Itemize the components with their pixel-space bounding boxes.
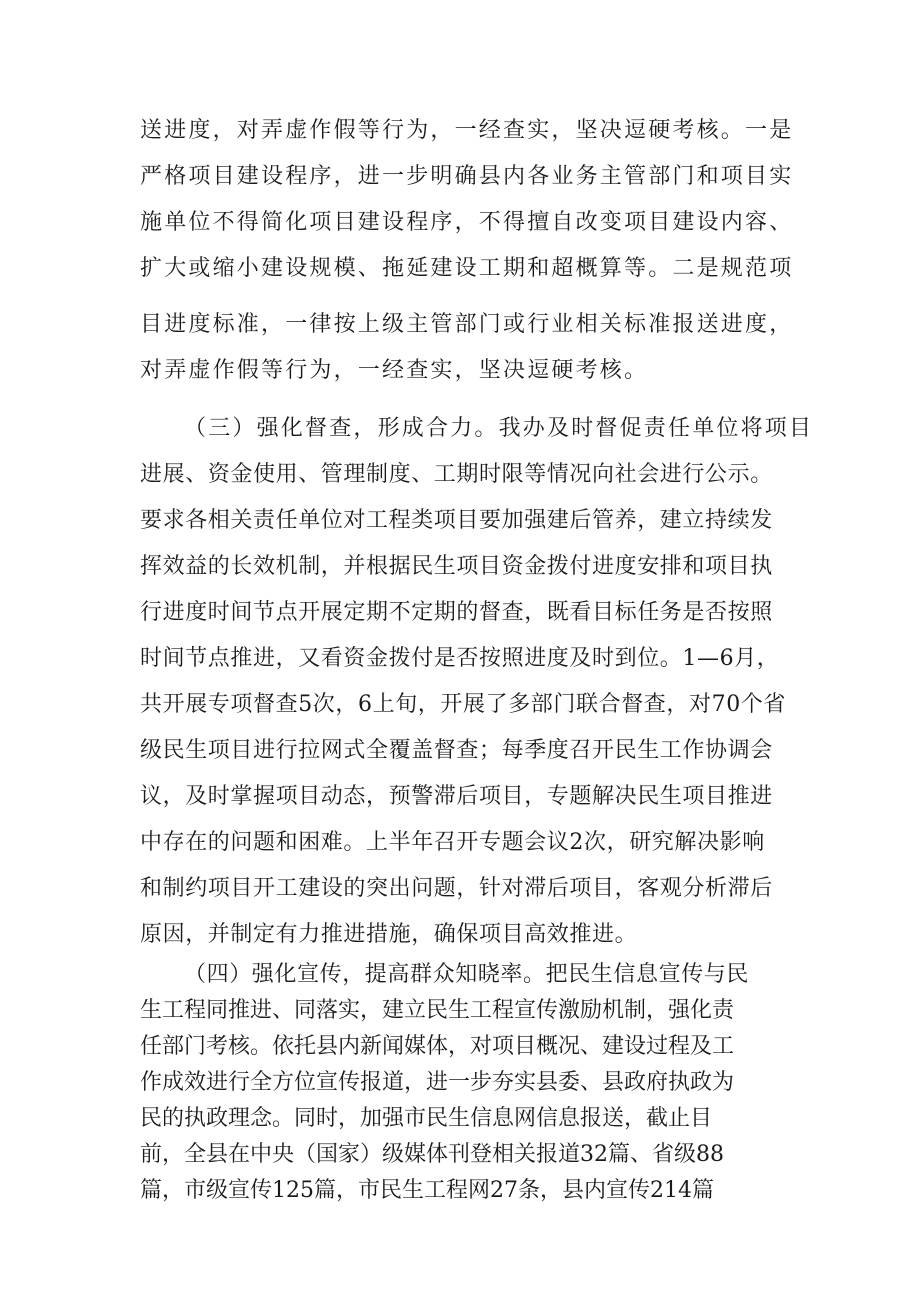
text-line: 议，及时掌握项目动态，预警滞后项目，专题解决民生项目推进 — [140, 784, 773, 809]
text-line: 生工程同推进、同落实，建立民生工程宣传激励机制，强化责 — [140, 998, 735, 1023]
text-line: 民的执政理念。同时，加强市民生信息网信息报送，截止目 — [140, 1106, 713, 1131]
text-line: 前，全县在中央（国家）级媒体刊登相关报道32篇、省级88 — [140, 1142, 724, 1167]
text-line: （三）强化督查，形成合力。我办及时督促责任单位将项目 — [184, 416, 814, 441]
text-line: 共开展专项督查5次，6上旬，开展了多部门联合督查，对70个省 — [140, 692, 786, 717]
text-line: 送进度，对弄虚作假等行为，一经查实，坚决逗硬考核。一是 — [140, 118, 794, 143]
text-line: 原因，并制定有力推进措施，确保项目高效推进。 — [140, 922, 638, 947]
text-line: 级民生项目进行拉网式全覆盖督查；每季度召开民生工作协调会 — [140, 738, 773, 763]
text-line: 篇，市级宣传125篇，市民生工程网27条，县内宣传214篇 — [140, 1178, 714, 1203]
text-line: 进展、资金使用、管理制度、工期时限等情况向社会进行公示。 — [140, 462, 773, 487]
text-line: 任部门考核。依托县内新闻媒体，对项目概况、建设过程及工 — [140, 1034, 735, 1059]
text-line: 时间节点推进，又看资金拨付是否按照进度及时到位。1—6月， — [140, 646, 780, 671]
text-line: 行进度时间节点开展定期不定期的督查，既看目标任务是否按照 — [140, 600, 773, 625]
text-line: 对弄虚作假等行为，一经查实，坚决逗硬考核。 — [140, 358, 649, 383]
text-line: 施单位不得简化项目建设程序，不得擅自改变项目建设内容、 — [140, 210, 794, 235]
text-line: 中存在的问题和困难。上半年召开专题会议2次，研究解决影响 — [140, 830, 765, 855]
text-line: 和制约项目开工建设的突出问题，针对滞后项目，客观分析滞后 — [140, 876, 773, 901]
text-line: 要求各相关责任单位对工程类项目要加强建后管养，建立持续发 — [140, 508, 773, 533]
text-line: 扩大或缩小建设规模、拖延建设工期和超概算等。二是规范项 — [140, 256, 794, 281]
text-line: 目进度标准，一律按上级主管部门或行业相关标准报送进度， — [140, 312, 794, 337]
text-line: （四）强化宣传，提高群众知晓率。把民生信息宣传与民 — [184, 962, 750, 987]
text-line: 挥效益的长效机制，并根据民生项目资金拨付进度安排和项目执 — [140, 554, 773, 579]
text-line: 严格项目建设程序，进一步明确县内各业务主管部门和项目实 — [140, 164, 794, 189]
text-line: 作成效进行全方位宣传报道，进一步夯实县委、县政府执政为 — [140, 1070, 735, 1095]
